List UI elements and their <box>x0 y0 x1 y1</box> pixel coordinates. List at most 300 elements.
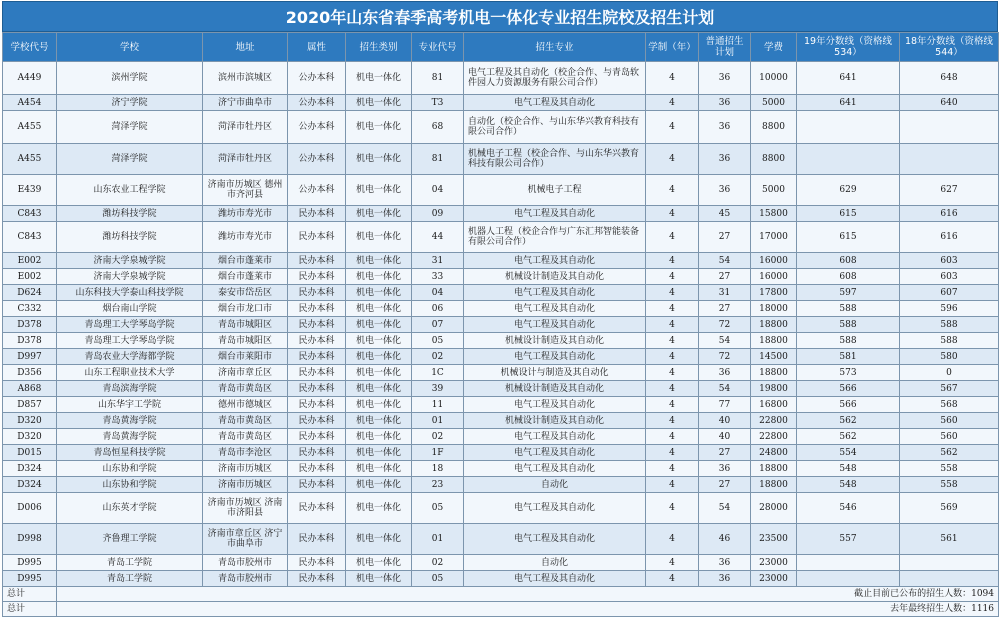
table-row <box>3 333 999 349</box>
table-cell <box>797 144 900 175</box>
table-cell: 机电一体化 <box>346 62 412 95</box>
table-cell: 4 <box>646 445 699 461</box>
table-row <box>3 524 999 555</box>
table-cell: 4 <box>646 333 699 349</box>
table-cell: 青岛市城阳区 <box>203 333 288 349</box>
table-cell: E002 <box>3 269 57 285</box>
table-cell: 自动化（校企合作、与山东华兴教育科技有限公司合作） <box>464 111 646 144</box>
table-cell: E002 <box>3 253 57 269</box>
table-cell: 民办本科 <box>288 253 346 269</box>
table-cell: D320 <box>3 429 57 445</box>
table-cell: 580 <box>900 349 999 365</box>
table-row <box>3 365 999 381</box>
table-cell: 05 <box>412 493 464 524</box>
table-cell: 560 <box>900 413 999 429</box>
table-cell: 11 <box>412 397 464 413</box>
table-cell <box>797 555 900 571</box>
table-row <box>3 381 999 397</box>
total-label: 总计 <box>3 602 57 617</box>
total-value: 截止目前已公布的招生人数：1094 <box>57 587 999 602</box>
table-cell: 电气工程及其自动化 <box>464 285 646 301</box>
table-cell: 山东协和学院 <box>57 461 203 477</box>
table-cell: D324 <box>3 477 57 493</box>
table-cell: 机电一体化 <box>346 253 412 269</box>
table-cell: 济南市历城区 济南市济阳县 <box>203 493 288 524</box>
table-cell: 机械设计制造及其自动化 <box>464 381 646 397</box>
table-row <box>3 493 999 524</box>
table-cell: 滨州学院 <box>57 62 203 95</box>
table-cell: 36 <box>699 175 751 206</box>
table-cell: 5000 <box>751 175 797 206</box>
table-cell: 16000 <box>751 269 797 285</box>
enrollment-table <box>2 32 999 617</box>
table-cell: 滨州市滨城区 <box>203 62 288 95</box>
table-cell: C843 <box>3 222 57 253</box>
table-cell: 民办本科 <box>288 571 346 587</box>
table-cell: A454 <box>3 95 57 111</box>
table-cell: D006 <box>3 493 57 524</box>
table-cell: 电气工程及其自动化 <box>464 95 646 111</box>
table-cell: 77 <box>699 397 751 413</box>
table-cell: 机电一体化 <box>346 555 412 571</box>
table-cell: 17000 <box>751 222 797 253</box>
table-cell: 72 <box>699 349 751 365</box>
table-cell: 4 <box>646 397 699 413</box>
table-row <box>3 301 999 317</box>
table-cell: 公办本科 <box>288 95 346 111</box>
column-header: 学费 <box>751 33 797 62</box>
table-cell: D624 <box>3 285 57 301</box>
table-cell: 4 <box>646 62 699 95</box>
table-cell: 546 <box>797 493 900 524</box>
table-cell: 16800 <box>751 397 797 413</box>
table-cell: 588 <box>900 317 999 333</box>
table-cell: 机电一体化 <box>346 571 412 587</box>
table-cell: 641 <box>797 62 900 95</box>
table-cell: 18800 <box>751 333 797 349</box>
table-cell: 民办本科 <box>288 285 346 301</box>
column-header: 地址 <box>203 33 288 62</box>
table-cell: A455 <box>3 111 57 144</box>
table-cell: 民办本科 <box>288 317 346 333</box>
table-cell: C332 <box>3 301 57 317</box>
table-cell: 596 <box>900 301 999 317</box>
table-cell: 4 <box>646 253 699 269</box>
table-cell: 18 <box>412 461 464 477</box>
table-cell: 39 <box>412 381 464 397</box>
table-cell: 8800 <box>751 144 797 175</box>
column-header: 专业代号 <box>412 33 464 62</box>
table-cell: 公办本科 <box>288 62 346 95</box>
table-cell: 德州市德城区 <box>203 397 288 413</box>
table-cell: 机械电子工程（校企合作、与山东华兴教育科技有限公司合作） <box>464 144 646 175</box>
table-cell: 31 <box>412 253 464 269</box>
table-cell: 机电一体化 <box>346 111 412 144</box>
table-cell: 机电一体化 <box>346 429 412 445</box>
table-cell: 电气工程及其自动化 <box>464 461 646 477</box>
table-cell: D378 <box>3 333 57 349</box>
column-header: 学校代号 <box>3 33 57 62</box>
table-cell: 机电一体化 <box>346 445 412 461</box>
table-cell: 27 <box>699 301 751 317</box>
table-cell: 36 <box>699 95 751 111</box>
table-cell: D320 <box>3 413 57 429</box>
table-cell: D995 <box>3 571 57 587</box>
table-cell: A455 <box>3 144 57 175</box>
table-cell: 电气工程及其自动化 <box>464 524 646 555</box>
table-cell: 573 <box>797 365 900 381</box>
column-header: 普通招生计划 <box>699 33 751 62</box>
table-cell: 27 <box>699 222 751 253</box>
table-cell: 81 <box>412 62 464 95</box>
table-cell: 05 <box>412 333 464 349</box>
table-cell <box>900 111 999 144</box>
table-cell: 36 <box>699 571 751 587</box>
table-cell: 18000 <box>751 301 797 317</box>
table-cell: D324 <box>3 461 57 477</box>
table-cell: C843 <box>3 206 57 222</box>
table-row <box>3 269 999 285</box>
table-cell: 54 <box>699 493 751 524</box>
table-cell: 民办本科 <box>288 493 346 524</box>
table-cell: 民办本科 <box>288 413 346 429</box>
table-cell: 54 <box>699 381 751 397</box>
table-cell: 561 <box>900 524 999 555</box>
table-cell: 45 <box>699 206 751 222</box>
table-cell: 4 <box>646 175 699 206</box>
table-cell: 23000 <box>751 571 797 587</box>
table-cell: 民办本科 <box>288 555 346 571</box>
table-cell: 济南市历城区 <box>203 477 288 493</box>
table-cell: 济南市历城区 德州市齐河县 <box>203 175 288 206</box>
table-cell: 机电一体化 <box>346 269 412 285</box>
table-cell: 568 <box>900 397 999 413</box>
table-cell: 40 <box>699 429 751 445</box>
table-cell: 04 <box>412 175 464 206</box>
table-cell: 4 <box>646 95 699 111</box>
table-row <box>3 349 999 365</box>
table-cell: 民办本科 <box>288 445 346 461</box>
table-cell: D378 <box>3 317 57 333</box>
table-cell: 菏泽学院 <box>57 144 203 175</box>
table-row <box>3 413 999 429</box>
table-cell: 05 <box>412 571 464 587</box>
table-cell: 23000 <box>751 555 797 571</box>
table-cell: 济宁市曲阜市 <box>203 95 288 111</box>
table-cell: 4 <box>646 269 699 285</box>
table-cell: 山东工程职业技术大学 <box>57 365 203 381</box>
table-cell: 18800 <box>751 317 797 333</box>
table-cell: 588 <box>797 317 900 333</box>
table-cell: 562 <box>797 413 900 429</box>
table-cell: 4 <box>646 477 699 493</box>
table-cell: 54 <box>699 253 751 269</box>
table-cell: 烟台南山学院 <box>57 301 203 317</box>
table-cell <box>900 555 999 571</box>
table-cell: 615 <box>797 206 900 222</box>
table-cell: 电气工程及其自动化 <box>464 445 646 461</box>
table-cell: 4 <box>646 111 699 144</box>
table-row <box>3 445 999 461</box>
table-cell: 民办本科 <box>288 222 346 253</box>
table-cell: 567 <box>900 381 999 397</box>
table-cell: 青岛市城阳区 <box>203 317 288 333</box>
table-cell: 33 <box>412 269 464 285</box>
table-cell: 公办本科 <box>288 111 346 144</box>
table-cell: 554 <box>797 445 900 461</box>
table-cell: 潍坊科技学院 <box>57 222 203 253</box>
table-cell: 562 <box>797 429 900 445</box>
table-cell: 电气工程及其自动化 <box>464 349 646 365</box>
table-cell: 山东农业工程学院 <box>57 175 203 206</box>
table-cell: 机电一体化 <box>346 95 412 111</box>
table-cell: 18800 <box>751 477 797 493</box>
table-row <box>3 175 999 206</box>
table-cell: 济宁学院 <box>57 95 203 111</box>
table-cell: 560 <box>900 429 999 445</box>
table-row <box>3 285 999 301</box>
table-cell: 627 <box>900 175 999 206</box>
table-cell: D997 <box>3 349 57 365</box>
table-cell: 01 <box>412 413 464 429</box>
table-cell: 4 <box>646 285 699 301</box>
table-cell: 566 <box>797 397 900 413</box>
table-cell: 自动化 <box>464 555 646 571</box>
table-cell: 民办本科 <box>288 365 346 381</box>
table-cell: 4 <box>646 222 699 253</box>
table-cell <box>900 144 999 175</box>
table-cell: 菏泽市牡丹区 <box>203 144 288 175</box>
table-cell: 640 <box>900 95 999 111</box>
table-cell: D995 <box>3 555 57 571</box>
table-cell: 机电一体化 <box>346 144 412 175</box>
table-row <box>3 397 999 413</box>
table-cell: 青岛市胶州市 <box>203 555 288 571</box>
table-cell: 8800 <box>751 111 797 144</box>
table-cell: 18800 <box>751 365 797 381</box>
table-cell: D998 <box>3 524 57 555</box>
table-cell: 机电一体化 <box>346 333 412 349</box>
table-cell: 629 <box>797 175 900 206</box>
table-cell: 济南大学泉城学院 <box>57 269 203 285</box>
table-cell: 青岛滨海学院 <box>57 381 203 397</box>
table-cell: 机器人工程（校企合作与广东汇邦智能装备有限公司合作） <box>464 222 646 253</box>
table-cell: D857 <box>3 397 57 413</box>
table-cell: 27 <box>699 477 751 493</box>
table-cell: D356 <box>3 365 57 381</box>
table-cell: 566 <box>797 381 900 397</box>
table-cell: 1C <box>412 365 464 381</box>
table-cell: 民办本科 <box>288 524 346 555</box>
table-row <box>3 222 999 253</box>
table-cell <box>797 111 900 144</box>
table-cell: 558 <box>900 461 999 477</box>
table-cell: 民办本科 <box>288 301 346 317</box>
table-cell: 02 <box>412 555 464 571</box>
table-cell: 4 <box>646 301 699 317</box>
table-cell <box>797 571 900 587</box>
table-cell: 615 <box>797 222 900 253</box>
table-cell: 民办本科 <box>288 397 346 413</box>
table-cell: 4 <box>646 555 699 571</box>
table-cell: 电气工程及其自动化 <box>464 301 646 317</box>
table-cell: 机械设计制造及其自动化 <box>464 413 646 429</box>
table-cell: 36 <box>699 144 751 175</box>
table-cell: 公办本科 <box>288 144 346 175</box>
table-cell: 青岛市黄岛区 <box>203 429 288 445</box>
table-cell: 机电一体化 <box>346 413 412 429</box>
table-cell: 4 <box>646 571 699 587</box>
table-cell: 17800 <box>751 285 797 301</box>
table-cell: 青岛黄海学院 <box>57 413 203 429</box>
table-cell: 青岛市胶州市 <box>203 571 288 587</box>
table-cell: 烟台市莱阳市 <box>203 349 288 365</box>
table-cell: 4 <box>646 429 699 445</box>
table-cell: 1F <box>412 445 464 461</box>
table-cell: 4 <box>646 493 699 524</box>
table-cell: 09 <box>412 206 464 222</box>
table-cell: 27 <box>699 445 751 461</box>
table-cell: 青岛市黄岛区 <box>203 381 288 397</box>
table-cell: 潍坊市寿光市 <box>203 222 288 253</box>
table-cell: 潍坊科技学院 <box>57 206 203 222</box>
table-row <box>3 555 999 571</box>
table-cell: 608 <box>797 269 900 285</box>
table-cell: 4 <box>646 524 699 555</box>
table-cell: 15800 <box>751 206 797 222</box>
column-header: 属性 <box>288 33 346 62</box>
table-cell: 民办本科 <box>288 461 346 477</box>
table-row <box>3 429 999 445</box>
table-cell: 机电一体化 <box>346 397 412 413</box>
table-cell: 机电一体化 <box>346 349 412 365</box>
table-cell: 562 <box>900 445 999 461</box>
table-cell: 02 <box>412 349 464 365</box>
table-cell: 民办本科 <box>288 381 346 397</box>
table-cell: 22800 <box>751 429 797 445</box>
table-cell: 81 <box>412 144 464 175</box>
table-cell: 济南市历城区 <box>203 461 288 477</box>
column-header: 18年分数线（资格线544） <box>900 33 999 62</box>
table-cell: 青岛黄海学院 <box>57 429 203 445</box>
table-cell: 27 <box>699 269 751 285</box>
table-cell: 06 <box>412 301 464 317</box>
table-cell: 24800 <box>751 445 797 461</box>
table-cell: 36 <box>699 62 751 95</box>
table-cell: 14500 <box>751 349 797 365</box>
table-row <box>3 253 999 269</box>
table-cell: 电气工程及其自动化 <box>464 397 646 413</box>
table-cell: 民办本科 <box>288 429 346 445</box>
table-row <box>3 477 999 493</box>
table-cell: 山东华宇工学院 <box>57 397 203 413</box>
table-cell: 5000 <box>751 95 797 111</box>
table-cell: 烟台市蓬莱市 <box>203 269 288 285</box>
table-cell: 济南市章丘区 <box>203 365 288 381</box>
table-cell: 581 <box>797 349 900 365</box>
table-cell: 36 <box>699 365 751 381</box>
table-cell: 22800 <box>751 413 797 429</box>
table-row <box>3 571 999 587</box>
table-cell: 泰安市岱岳区 <box>203 285 288 301</box>
table-cell: D015 <box>3 445 57 461</box>
table-cell: 菏泽市牡丹区 <box>203 111 288 144</box>
table-cell: 0 <box>900 365 999 381</box>
table-cell: 机电一体化 <box>346 301 412 317</box>
table-cell: 济南市章丘区 济宁市曲阜市 <box>203 524 288 555</box>
table-title: 2020年山东省春季高考机电一体化专业招生院校及招生计划 <box>2 1 998 32</box>
table-cell: 山东英才学院 <box>57 493 203 524</box>
header-row <box>3 33 999 62</box>
table-row <box>3 317 999 333</box>
table-cell: 机电一体化 <box>346 461 412 477</box>
table-cell: 616 <box>900 206 999 222</box>
table-cell: 民办本科 <box>288 206 346 222</box>
table-cell: 青岛恒星科技学院 <box>57 445 203 461</box>
column-header: 学校 <box>57 33 203 62</box>
table-cell: 558 <box>900 477 999 493</box>
table-cell: 机电一体化 <box>346 175 412 206</box>
table-cell: 机电一体化 <box>346 317 412 333</box>
table-cell: 40 <box>699 413 751 429</box>
table-cell: 民办本科 <box>288 269 346 285</box>
table-cell: 36 <box>699 461 751 477</box>
total-row <box>3 587 999 602</box>
table-row <box>3 461 999 477</box>
table-cell: 青岛市黄岛区 <box>203 413 288 429</box>
table-cell: 山东科技大学泰山科技学院 <box>57 285 203 301</box>
table-cell: 36 <box>699 111 751 144</box>
table-cell: 民办本科 <box>288 333 346 349</box>
table-cell: 23 <box>412 477 464 493</box>
table-cell: 电气工程及其自动化 <box>464 493 646 524</box>
table-row <box>3 144 999 175</box>
table-cell: 电气工程及其自动化 <box>464 206 646 222</box>
table-cell: 07 <box>412 317 464 333</box>
table-cell: 菏泽学院 <box>57 111 203 144</box>
table-cell: 青岛农业大学海都学院 <box>57 349 203 365</box>
table-cell: 31 <box>699 285 751 301</box>
table-cell: 641 <box>797 95 900 111</box>
table-cell: 4 <box>646 365 699 381</box>
table-cell: 4 <box>646 144 699 175</box>
table-cell: 机电一体化 <box>346 206 412 222</box>
table-cell: 济南大学泉城学院 <box>57 253 203 269</box>
table-cell: 54 <box>699 333 751 349</box>
table-cell: 机电一体化 <box>346 381 412 397</box>
table-cell: 机电一体化 <box>346 222 412 253</box>
table-cell: 齐鲁理工学院 <box>57 524 203 555</box>
table-cell: 机械设计与制造及其自动化 <box>464 365 646 381</box>
table-cell: 72 <box>699 317 751 333</box>
table-cell: 28000 <box>751 493 797 524</box>
table-cell: 4 <box>646 349 699 365</box>
table-cell: 电气工程及其自动化（校企合作、与青岛软件园人力资源服务有限公司合作） <box>464 62 646 95</box>
table-row <box>3 206 999 222</box>
column-header: 19年分数线（资格线534） <box>797 33 900 62</box>
table-cell: 电气工程及其自动化 <box>464 317 646 333</box>
table-cell: 597 <box>797 285 900 301</box>
table-cell: 潍坊市寿光市 <box>203 206 288 222</box>
table-cell: 烟台市龙口市 <box>203 301 288 317</box>
table-cell: 机电一体化 <box>346 285 412 301</box>
table-cell: 电气工程及其自动化 <box>464 253 646 269</box>
table-cell: 616 <box>900 222 999 253</box>
table-cell: 机电一体化 <box>346 477 412 493</box>
table-cell: 电气工程及其自动化 <box>464 429 646 445</box>
table-cell: 青岛市李沧区 <box>203 445 288 461</box>
table-cell: 68 <box>412 111 464 144</box>
